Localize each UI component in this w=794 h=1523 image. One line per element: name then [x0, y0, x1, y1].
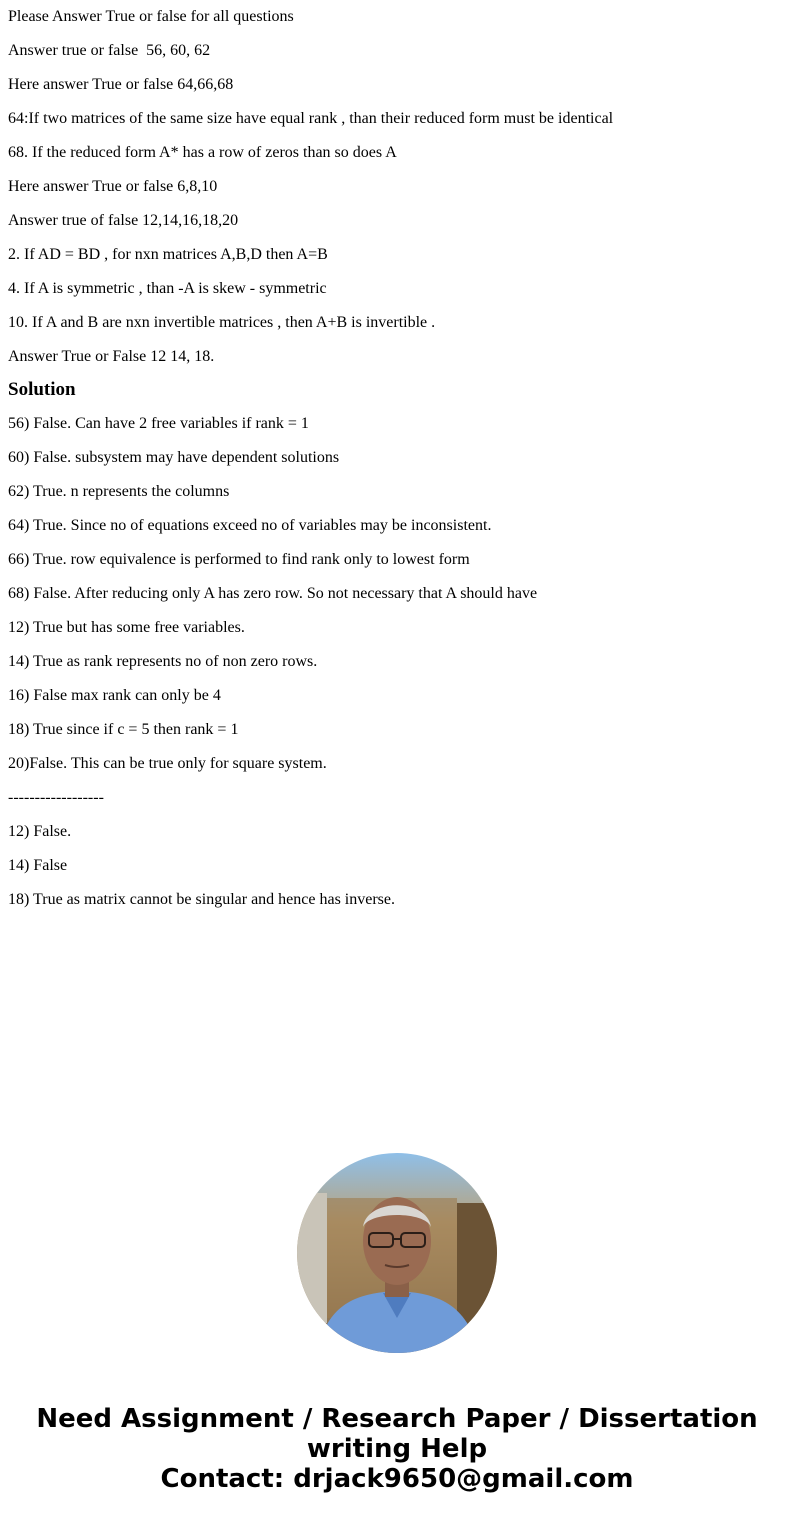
solution-heading: Solution — [8, 379, 76, 400]
question-line-8: 2. If AD = BD , for nxn matrices A,B,D then A=B — [8, 246, 328, 263]
solution-line-14: 18) True as matrix cannot be singular and hence has inverse. — [8, 891, 396, 908]
question-line-10: 10. If A and B are nxn invertible matrices , then A+B is invertible . — [8, 314, 436, 331]
question-line-3: Here answer True or false 64,66,68 — [8, 76, 234, 93]
solution-line-8: 14) True as rank represents no of non zero rows. — [8, 653, 318, 670]
question-line-4: 64:If two matrices of the same size have equal rank , than their reduced form must be identical — [8, 110, 614, 127]
solution-line-13: 14) False — [8, 857, 68, 874]
question-line-9: 4. If A is symmetric , than -A is skew - symmetric — [8, 280, 327, 297]
author-portrait-icon — [297, 1153, 497, 1353]
promo-line-2: writing Help — [306, 1434, 488, 1464]
promo-line-1: Need Assignment / Research Paper / Dissertation — [36, 1404, 758, 1434]
promo-contact: Contact: drjack9650@gmail.com — [160, 1464, 634, 1494]
question-line-2: Answer true or false 56, 60, 62 — [8, 42, 211, 59]
solution-line-2: 60) False. subsystem may have dependent solutions — [8, 449, 340, 466]
question-line-1: Please Answer True or false for all questions — [8, 8, 294, 25]
solution-line-1: 56) False. Can have 2 free variables if rank = 1 — [8, 415, 309, 432]
author-avatar — [297, 1153, 497, 1353]
solution-line-6: 68) False. After reducing only A has zero row. So not necessary that A should have — [8, 585, 538, 602]
document-body — [8, 0, 786, 917]
solution-line-5: 66) True. row equivalence is performed to find rank only to lowest form — [8, 551, 470, 568]
solution-line-12: 12) False. — [8, 823, 72, 840]
question-line-11: Answer True or False 12 14, 18. — [8, 348, 215, 365]
solution-divider: ------------------ — [8, 789, 104, 806]
solution-line-10: 18) True since if c = 5 then rank = 1 — [8, 721, 239, 738]
solution-line-4: 64) True. Since no of equations exceed no of variables may be inconsistent. — [8, 517, 492, 534]
solution-line-3: 62) True. n represents the columns — [8, 483, 230, 500]
solution-line-9: 16) False max rank can only be 4 — [8, 687, 221, 704]
solution-section — [8, 407, 786, 917]
question-line-6: Here answer True or false 6,8,10 — [8, 178, 218, 195]
question-line-7: Answer true of false 12,14,16,18,20 — [8, 212, 239, 229]
promo-footer — [0, 1404, 794, 1494]
solution-line-11: 20)False. This can be true only for square system. — [8, 755, 327, 772]
question-section — [8, 0, 786, 374]
question-line-5: 68. If the reduced form A* has a row of zeros than so does A — [8, 144, 397, 161]
solution-line-7: 12) True but has some free variables. — [8, 619, 245, 636]
